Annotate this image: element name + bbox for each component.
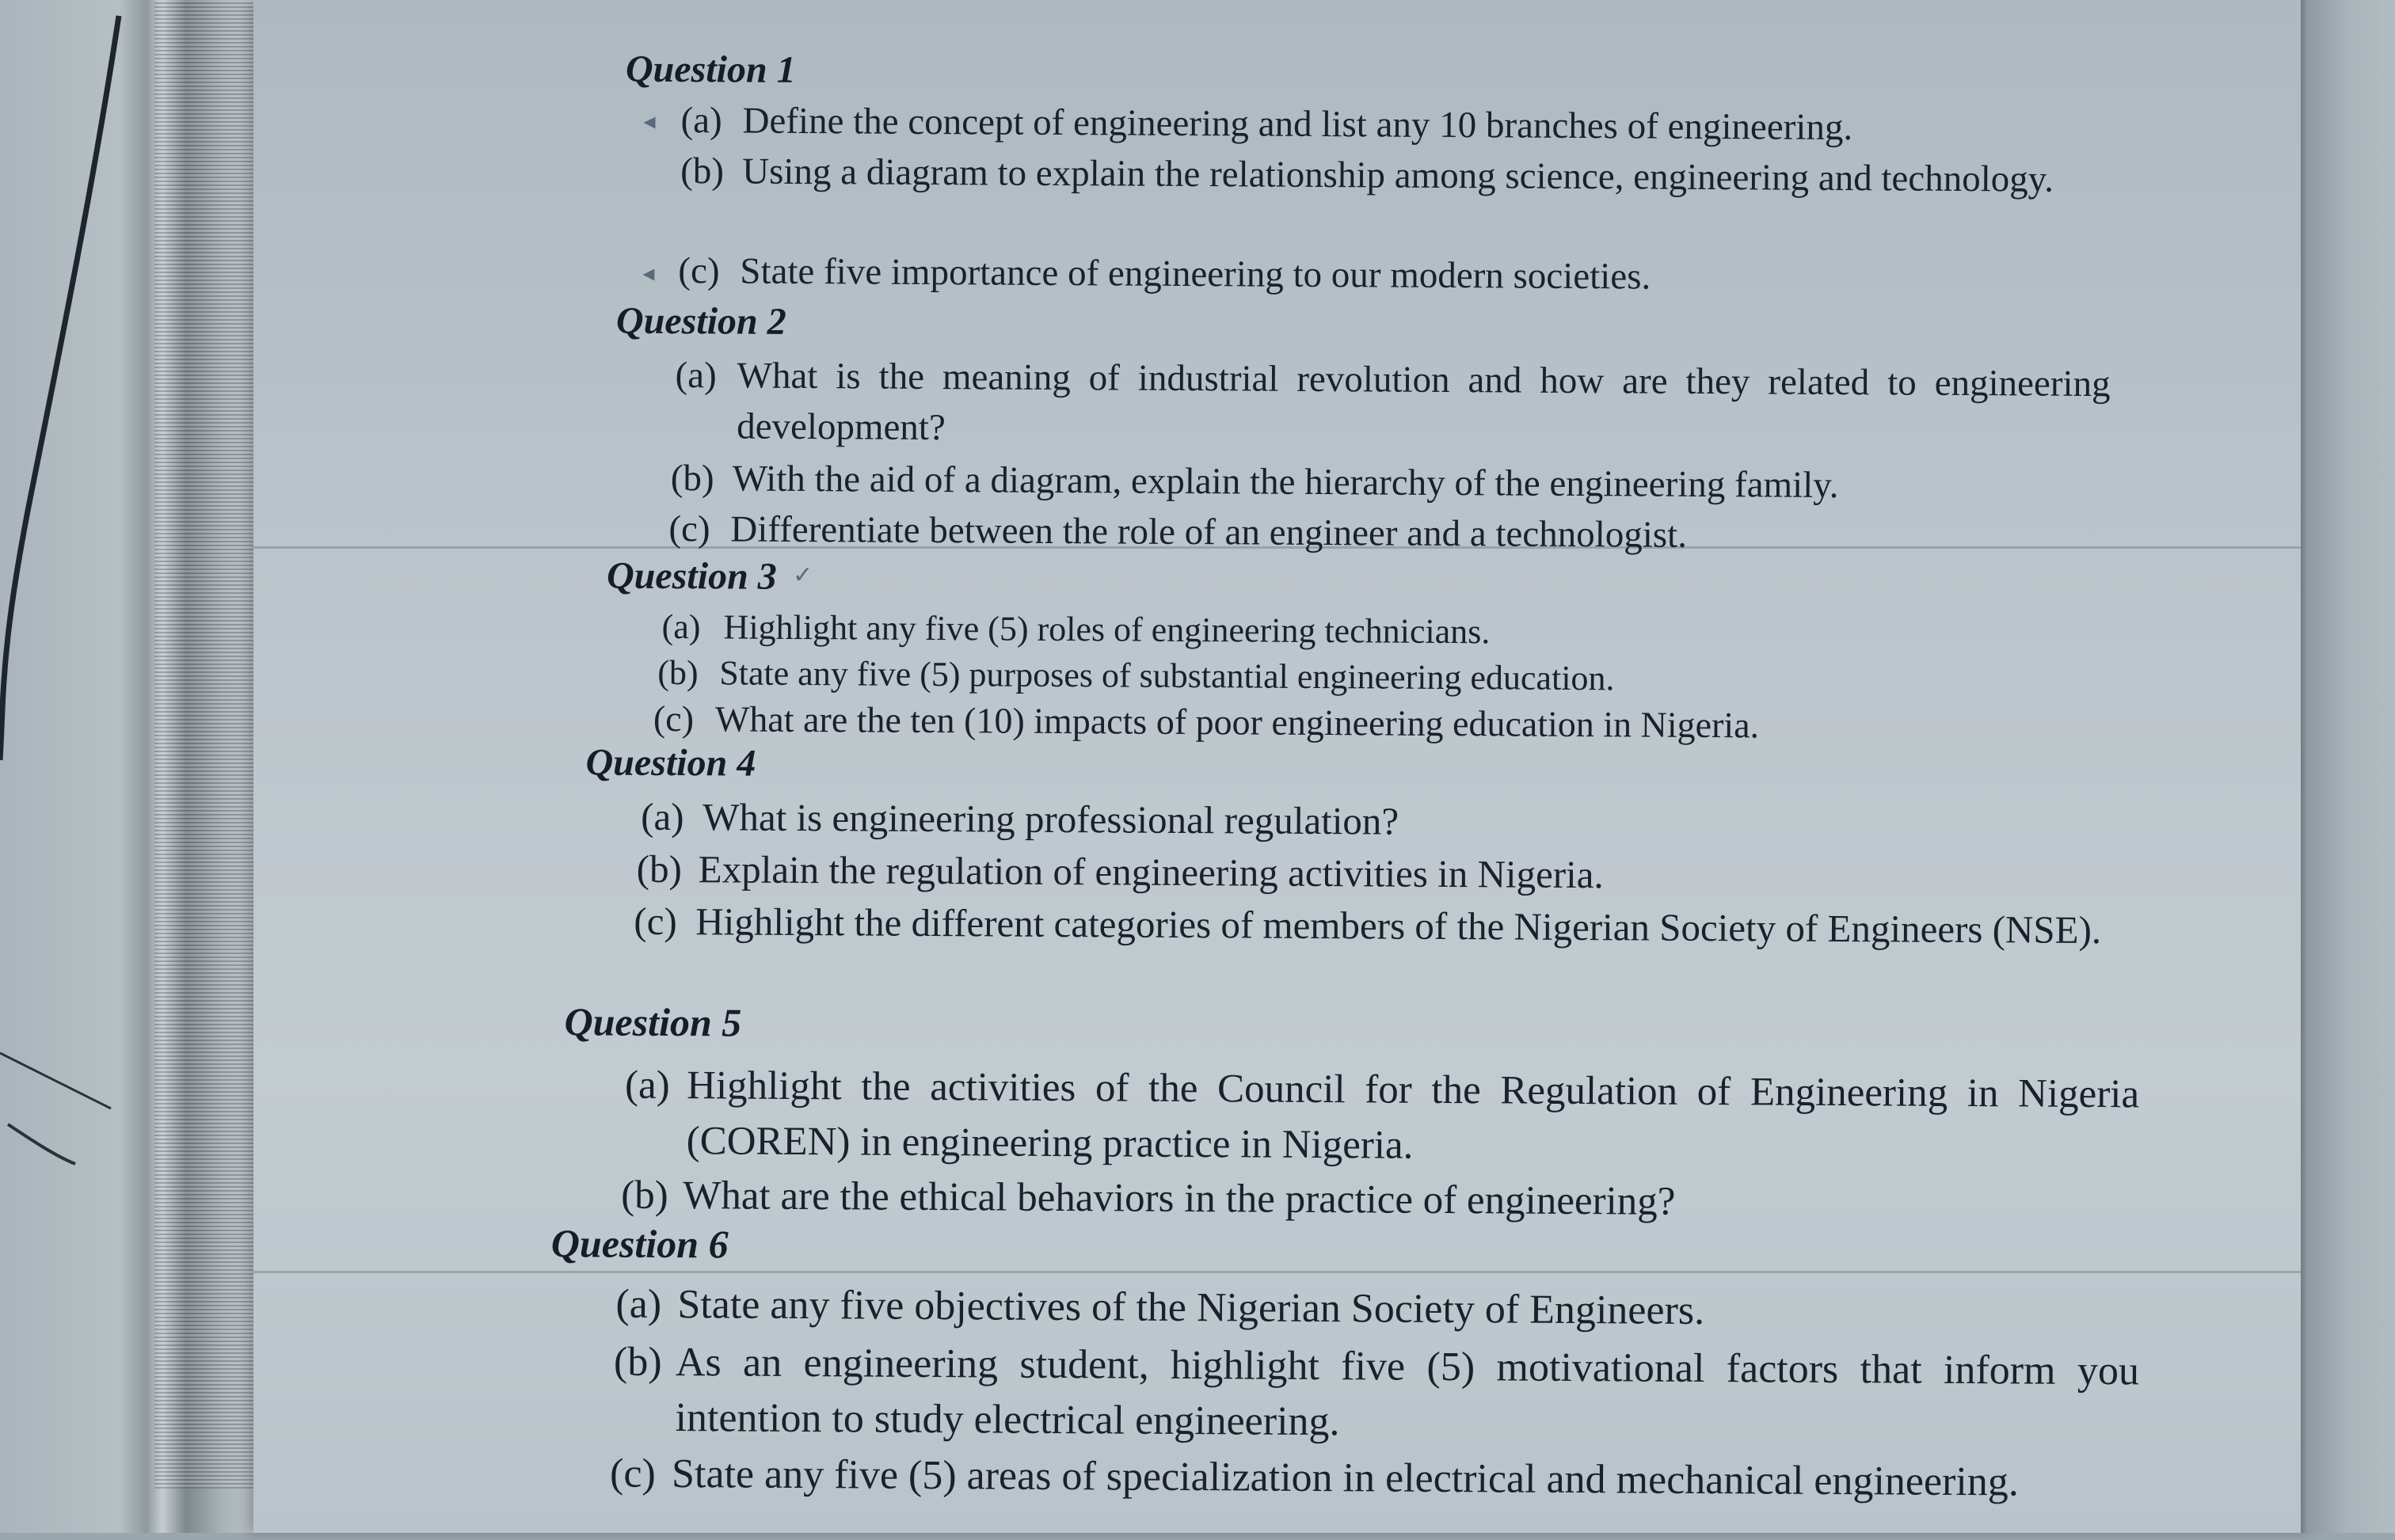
question-heading: Question 4 <box>585 741 756 785</box>
check-mark-icon: ✓ <box>792 561 813 589</box>
question-part <box>637 844 2102 903</box>
part-label: (b) <box>670 458 714 500</box>
part-label: (b) <box>621 1173 668 1219</box>
part-text: State any five (5) areas of specialization in electrical and mechanical engineering. <box>671 1451 2020 1505</box>
question-part <box>624 1058 2139 1178</box>
question-part <box>680 95 2122 154</box>
question-part <box>653 694 2103 753</box>
part-label: (c) <box>609 1451 657 1496</box>
question-part <box>680 146 2114 205</box>
part-label: (a) <box>680 100 722 142</box>
part-label: (a) <box>624 1063 670 1108</box>
part-text: Explain the regulation of engineering activities in Nigeria. <box>698 847 1604 897</box>
part-text: With the aid of a diagram, explain the hierarchy of the engineering family. <box>732 458 1839 507</box>
question-heading: Question 3 <box>606 554 777 598</box>
question-part <box>615 1280 2136 1340</box>
part-label: (b) <box>657 652 699 693</box>
part-text: As an engineering student, highlight five (5) motivational factors that inform you intention to study electrical engineering. <box>675 1340 2140 1445</box>
part-label: (a) <box>675 355 717 397</box>
part-text: Highlight any five (5) roles of engineering technicians. <box>723 607 1491 652</box>
question-part <box>668 504 2110 563</box>
question-heading: Question 2 <box>615 299 786 343</box>
question-part <box>671 453 2112 512</box>
part-label: (c) <box>634 899 677 944</box>
part-text: Highlight the activities of the Council for the Regulation of Engineering in Nigeria (COREN) in engineering practice in Nigeria. <box>686 1063 2140 1168</box>
part-text: Define the concept of engineering and list any 10 branches of engineering. <box>742 100 1853 149</box>
part-label: (b) <box>613 1339 662 1385</box>
question-heading: Question 5 <box>564 999 742 1045</box>
question-part <box>675 350 2111 460</box>
part-label: (b) <box>680 150 725 192</box>
question-heading: Question 6 <box>550 1221 729 1267</box>
part-label: (a) <box>661 606 701 647</box>
part-text: What is engineering professional regulation? <box>703 795 1399 843</box>
part-label: (a) <box>641 794 684 839</box>
part-text: Using a diagram to explain the relationship among science, engineering and technology. <box>742 150 2054 200</box>
part-label: (a) <box>615 1281 662 1327</box>
tick-mark-icon: ◂ <box>642 260 655 287</box>
part-text: What are the ethical behaviors in the practice of engineering? <box>683 1173 1676 1224</box>
question-part <box>610 1449 2138 1509</box>
part-label: (c) <box>668 508 710 550</box>
part-text: What are the ten (10) impacts of poor engineering education in Nigeria. <box>714 698 1760 746</box>
question-part <box>641 792 2106 851</box>
part-text: What is the meaning of industrial revolution and how are they related to engineering development? <box>737 355 2111 449</box>
part-text: Differentiate between the role of an engineer and a technologist. <box>730 508 1688 556</box>
part-text: State five importance of engineering to our modern societies. <box>740 250 1651 298</box>
question-heading: Question 1 <box>625 48 796 91</box>
part-label: (b) <box>636 846 683 892</box>
part-text: State any five (5) purposes of substantial engineering education. <box>719 653 1615 698</box>
question-part <box>678 245 2119 305</box>
part-label: (c) <box>678 250 720 292</box>
tick-mark-icon: ◂ <box>643 108 656 135</box>
question-part <box>621 1170 2135 1230</box>
question-part <box>634 896 2137 956</box>
part-label: (c) <box>653 698 695 740</box>
question-part <box>613 1335 2139 1455</box>
part-text: State any five objectives of the Nigerian Society of Engineers. <box>677 1282 1705 1333</box>
part-text: Highlight the different categories of members of the Nigerian Society of Engineers (NSE). <box>695 899 2102 953</box>
